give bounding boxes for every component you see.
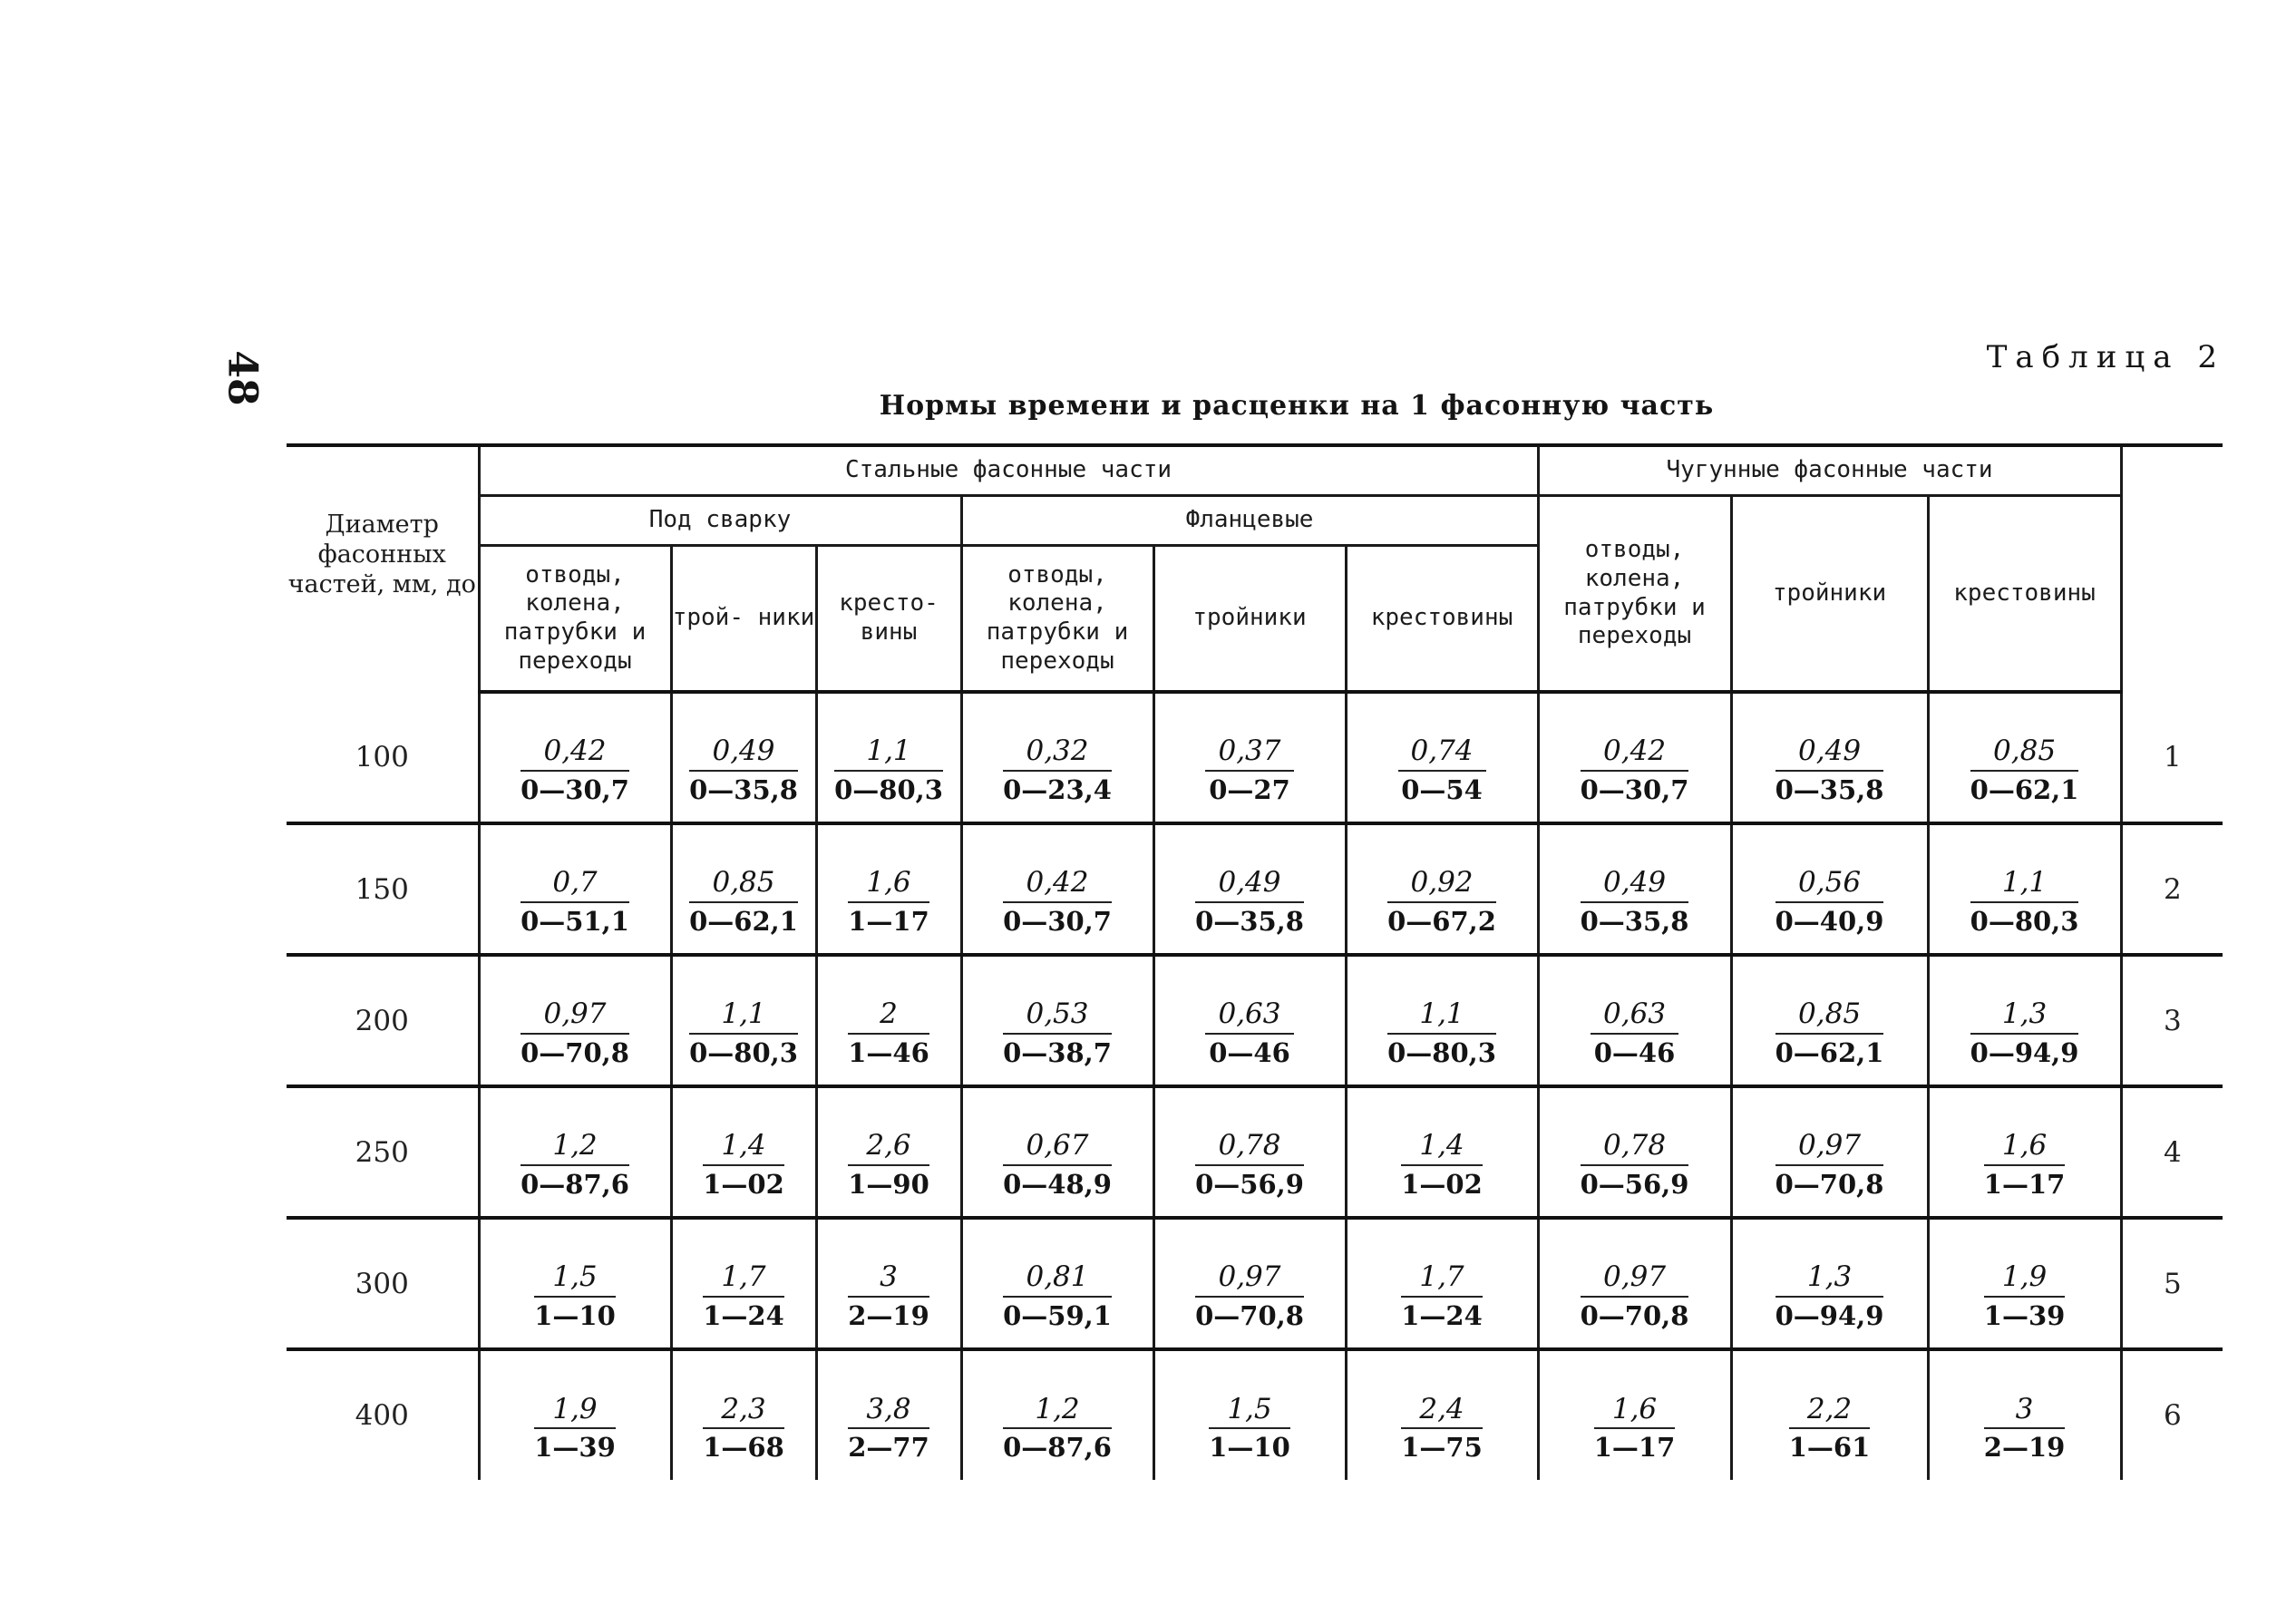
row-number: 4 (2121, 1086, 2223, 1218)
header-col-4: отводы, колена, патрубки и переходы (961, 546, 1153, 693)
price-rate: 0—51,1 (520, 905, 629, 937)
time-norm: 1,9 (1984, 1261, 2066, 1298)
time-norm: 0,97 (1581, 1261, 1689, 1298)
time-norm: 1,6 (1594, 1394, 1676, 1430)
time-norm: 2,4 (1401, 1394, 1483, 1430)
price-rate: 1—02 (703, 1168, 784, 1200)
norm-price-fraction (1970, 998, 2079, 1068)
table-title-text: Нормы времени и расценки на 1 фасонную часть (879, 390, 1715, 422)
norm-price-fraction (1581, 735, 1689, 805)
norms-table (287, 443, 2223, 1480)
norm-price-fraction (1003, 998, 1112, 1068)
table-row (287, 692, 2223, 823)
price-rate: 0—30,7 (1003, 905, 1112, 937)
price-rate: 0—80,3 (1387, 1036, 1496, 1068)
table-cell (816, 955, 961, 1086)
table-cell (1346, 1218, 1538, 1349)
price-rate: 1—39 (1983, 1299, 2066, 1331)
header-col-9: крестовины (1928, 496, 2121, 693)
row-diameter: 400 (287, 1349, 479, 1480)
row-number: 1 (2121, 692, 2223, 823)
table-cell (1153, 955, 1346, 1086)
price-rate: 0—27 (1209, 773, 1290, 805)
norm-price-fraction (1581, 867, 1689, 937)
norm-price-fraction (703, 1130, 784, 1200)
norm-price-fraction (1594, 1394, 1676, 1464)
price-rate: 0—80,3 (834, 773, 943, 805)
price-rate: 1—68 (703, 1432, 784, 1464)
price-rate: 2—77 (848, 1432, 929, 1464)
table-cell (1538, 1086, 1731, 1218)
time-norm: 0,85 (689, 867, 798, 903)
norm-price-fraction (703, 1394, 784, 1464)
norm-price-fraction (689, 867, 798, 937)
table-cell (479, 692, 671, 823)
time-norm: 0,42 (1003, 867, 1112, 903)
norm-price-fraction (1205, 735, 1293, 805)
price-rate: 1—17 (848, 905, 929, 937)
time-norm: 3 (848, 1261, 929, 1298)
price-rate: 1—02 (1401, 1168, 1483, 1200)
time-norm: 0,97 (1195, 1261, 1304, 1298)
price-rate: 0—59,1 (1003, 1299, 1112, 1331)
price-rate: 0—54 (1401, 773, 1483, 805)
norm-price-fraction (520, 1130, 629, 1200)
time-norm: 0,63 (1205, 998, 1293, 1035)
price-rate: 0—30,7 (520, 773, 629, 805)
price-rate: 0—46 (1593, 1036, 1676, 1068)
price-rate: 1—10 (1209, 1432, 1290, 1464)
norm-price-fraction (1970, 867, 2079, 937)
norm-price-fraction (1984, 1261, 2066, 1331)
norm-price-fraction (1398, 735, 1486, 805)
header-row-number-column (2121, 445, 2223, 692)
time-norm: 2 (848, 998, 929, 1035)
table-row (287, 1086, 2223, 1218)
price-rate: 1—17 (1593, 1432, 1676, 1464)
table-cell (479, 1349, 671, 1480)
table-cell (479, 1086, 671, 1218)
table-body (287, 692, 2223, 1480)
table-cell (1928, 955, 2121, 1086)
table-cell (1538, 955, 1731, 1086)
time-norm: 0,56 (1776, 867, 1884, 903)
price-rate: 2—19 (1983, 1432, 2066, 1464)
header-col-2: трой- ники (671, 546, 816, 693)
time-norm: 1,6 (848, 867, 929, 903)
time-norm: 1,4 (703, 1130, 784, 1166)
price-rate: 0—46 (1209, 1036, 1290, 1068)
price-rate: 0—23,4 (1003, 773, 1112, 805)
norm-price-fraction (1970, 735, 2079, 805)
row-diameter: 100 (287, 692, 479, 823)
table-cell (1346, 823, 1538, 955)
norm-price-fraction (520, 998, 629, 1068)
norm-price-fraction (534, 1261, 616, 1331)
time-norm: 0,49 (1581, 867, 1689, 903)
table-cell (671, 955, 816, 1086)
table-cell (961, 1349, 1153, 1480)
time-norm: 0,63 (1591, 998, 1678, 1035)
row-number: 5 (2121, 1218, 2223, 1349)
norm-price-fraction (1401, 1261, 1483, 1331)
norm-price-fraction (848, 1130, 929, 1200)
price-rate: 0—35,8 (1195, 905, 1304, 937)
table-cell (1731, 692, 1928, 823)
norm-price-fraction (1003, 1261, 1112, 1331)
norm-price-fraction (1003, 735, 1112, 805)
norm-price-fraction (1003, 867, 1112, 937)
table-cell (1153, 692, 1346, 823)
price-rate: 0—70,8 (1580, 1299, 1689, 1331)
time-norm: 1,2 (1003, 1394, 1112, 1430)
norm-price-fraction (1401, 1394, 1483, 1464)
table-cell (1538, 692, 1731, 823)
price-rate: 1—61 (1788, 1432, 1871, 1464)
price-rate: 0—35,8 (1775, 773, 1884, 805)
norm-price-fraction (534, 1394, 616, 1464)
time-norm: 1,1 (834, 735, 943, 772)
price-rate: 0—38,7 (1003, 1036, 1112, 1068)
table-row (287, 823, 2223, 955)
time-norm: 0,81 (1003, 1261, 1112, 1298)
norm-price-fraction (1003, 1130, 1112, 1200)
price-rate: 0—67,2 (1387, 905, 1496, 937)
table-cell (1153, 823, 1346, 955)
price-rate: 0—87,6 (1003, 1432, 1112, 1464)
norm-price-fraction (1401, 1130, 1483, 1200)
norm-price-fraction (1776, 998, 1884, 1068)
price-rate: 1—10 (534, 1299, 616, 1331)
table-row (287, 1349, 2223, 1480)
norm-price-fraction (1581, 1130, 1689, 1200)
price-rate: 0—35,8 (689, 773, 798, 805)
norm-price-fraction (1209, 1394, 1290, 1464)
table-cell (961, 823, 1153, 955)
time-norm: 1,3 (1776, 1261, 1884, 1298)
norm-price-fraction (520, 867, 629, 937)
time-norm: 1,7 (1401, 1261, 1483, 1298)
table-row (287, 955, 2223, 1086)
table-cell (1153, 1218, 1346, 1349)
time-norm: 0,32 (1003, 735, 1112, 772)
row-diameter: 150 (287, 823, 479, 955)
time-norm: 1,1 (1970, 867, 2079, 903)
norm-price-fraction (848, 1394, 929, 1464)
time-norm: 0,67 (1003, 1130, 1112, 1166)
table-cell (961, 1218, 1153, 1349)
norm-price-fraction (1205, 998, 1293, 1068)
price-rate: 1—17 (1983, 1168, 2066, 1200)
time-norm: 1,7 (703, 1261, 784, 1298)
norm-price-fraction (1984, 1394, 2066, 1464)
norm-price-fraction (689, 735, 798, 805)
norm-price-fraction (1387, 998, 1496, 1068)
table-cell (1731, 1086, 1928, 1218)
table-cell (1731, 1349, 1928, 1480)
table-cell (816, 1086, 961, 1218)
time-norm: 0,78 (1581, 1130, 1689, 1166)
table-cell (961, 692, 1153, 823)
norm-price-fraction (1195, 1130, 1304, 1200)
norm-price-fraction (520, 735, 629, 805)
row-diameter: 300 (287, 1218, 479, 1349)
norm-price-fraction (1195, 1261, 1304, 1331)
norm-price-fraction (703, 1261, 784, 1331)
price-rate: 0—62,1 (1775, 1036, 1884, 1068)
time-norm: 1,1 (689, 998, 798, 1035)
table-cell (816, 1349, 961, 1480)
table-label: Таблица 2 (1986, 339, 2225, 375)
time-norm: 0,7 (520, 867, 629, 903)
price-rate: 0—80,3 (689, 1036, 798, 1068)
row-diameter: 250 (287, 1086, 479, 1218)
time-norm: 0,37 (1205, 735, 1293, 772)
time-norm: 0,42 (1581, 735, 1689, 772)
table-cell (671, 823, 816, 955)
row-number: 6 (2121, 1349, 2223, 1480)
price-rate: 1—46 (848, 1036, 929, 1068)
norm-price-fraction (689, 998, 798, 1068)
table-cell (1346, 955, 1538, 1086)
price-rate: 1—39 (534, 1432, 616, 1464)
row-number: 3 (2121, 955, 2223, 1086)
time-norm: 3 (1984, 1394, 2066, 1430)
table-cell (479, 955, 671, 1086)
time-norm: 0,42 (520, 735, 629, 772)
norm-price-fraction (1591, 998, 1678, 1068)
time-norm: 1,2 (520, 1130, 629, 1166)
header-col-5: тройники (1153, 546, 1346, 693)
table-cell (1928, 1349, 2121, 1480)
price-rate: 0—35,8 (1580, 905, 1689, 937)
time-norm: 1,5 (534, 1261, 616, 1298)
norm-price-fraction (848, 1261, 929, 1331)
table-cell (1346, 1349, 1538, 1480)
norm-price-fraction (1789, 1394, 1871, 1464)
time-norm: 0,53 (1003, 998, 1112, 1035)
time-norm: 0,49 (1776, 735, 1884, 772)
table-cell (816, 1218, 961, 1349)
table-row (287, 1218, 2223, 1349)
price-rate: 1—90 (848, 1168, 929, 1200)
header-steel: Стальные фасонные части (479, 445, 1538, 496)
table-cell (1538, 823, 1731, 955)
table-cell (1928, 1086, 2121, 1218)
table-cell (1928, 692, 2121, 823)
table-cell (1538, 1218, 1731, 1349)
price-rate: 0—70,8 (1195, 1299, 1304, 1331)
price-rate: 0—56,9 (1580, 1168, 1689, 1200)
price-rate: 0—94,9 (1970, 1036, 2079, 1068)
time-norm: 1,3 (1970, 998, 2079, 1035)
price-rate: 2—19 (848, 1299, 929, 1331)
price-rate: 1—24 (703, 1299, 784, 1331)
price-rate: 0—30,7 (1580, 773, 1689, 805)
time-norm: 1,4 (1401, 1130, 1483, 1166)
price-rate: 1—75 (1401, 1432, 1483, 1464)
norm-price-fraction (1581, 1261, 1689, 1331)
time-norm: 0,97 (520, 998, 629, 1035)
price-rate: 0—62,1 (1970, 773, 2079, 805)
norm-price-fraction (1984, 1130, 2066, 1200)
time-norm: 0,49 (689, 735, 798, 772)
row-diameter: 200 (287, 955, 479, 1086)
time-norm: 0,74 (1398, 735, 1486, 772)
norm-price-fraction (848, 998, 929, 1068)
time-norm: 0,85 (1776, 998, 1884, 1035)
table-cell (1731, 1218, 1928, 1349)
norm-price-fraction (1776, 867, 1884, 937)
price-rate: 1—24 (1401, 1299, 1483, 1331)
header-col-6: крестовины (1346, 546, 1538, 693)
price-rate: 0—56,9 (1195, 1168, 1304, 1200)
table-cell (1928, 823, 2121, 955)
table-cell (671, 1086, 816, 1218)
time-norm: 0,92 (1387, 867, 1496, 903)
table-cell (671, 1218, 816, 1349)
norm-price-fraction (1003, 1394, 1112, 1464)
table-cell (1538, 1349, 1731, 1480)
time-norm: 2,3 (703, 1394, 784, 1430)
header-flanged: Фланцевые (961, 496, 1538, 546)
table-cell (961, 955, 1153, 1086)
norm-price-fraction (1387, 867, 1496, 937)
price-rate: 0—40,9 (1775, 905, 1884, 937)
table-cell (479, 1218, 671, 1349)
header-welded: Под сварку (479, 496, 961, 546)
price-rate: 0—70,8 (1775, 1168, 1884, 1200)
norm-price-fraction (1776, 735, 1884, 805)
header-col-1: отводы, колена, патрубки и переходы (479, 546, 671, 693)
time-norm: 1,6 (1984, 1130, 2066, 1166)
table-cell (671, 1349, 816, 1480)
table-cell (1731, 955, 1928, 1086)
table-cell (1346, 1086, 1538, 1218)
time-norm: 0,97 (1776, 1130, 1884, 1166)
norm-price-fraction (1776, 1261, 1884, 1331)
header-diameter: Диаметр фасонных частей, мм, до (287, 445, 479, 692)
time-norm: 0,85 (1970, 735, 2079, 772)
price-rate: 0—87,6 (520, 1168, 629, 1200)
time-norm: 3,8 (848, 1394, 929, 1430)
header-cast-iron: Чугунные фасонные части (1538, 445, 2121, 496)
table-cell (1153, 1349, 1346, 1480)
price-rate: 0—62,1 (689, 905, 798, 937)
price-rate: 0—48,9 (1003, 1168, 1112, 1200)
header-col-3: кресто- вины (816, 546, 961, 693)
norm-price-fraction (1776, 1130, 1884, 1200)
price-rate: 0—70,8 (520, 1036, 629, 1068)
time-norm: 0,78 (1195, 1130, 1304, 1166)
time-norm: 1,9 (534, 1394, 616, 1430)
table-cell (479, 823, 671, 955)
table-cell (816, 823, 961, 955)
table-cell (1731, 823, 1928, 955)
table-cell (1153, 1086, 1346, 1218)
table-cell (671, 692, 816, 823)
row-number: 2 (2121, 823, 2223, 955)
table-title (0, 390, 2086, 422)
time-norm: 2,2 (1789, 1394, 1871, 1430)
table-cell (961, 1086, 1153, 1218)
table-cell (1346, 692, 1538, 823)
price-rate: 0—80,3 (1970, 905, 2079, 937)
norm-price-fraction (834, 735, 943, 805)
norm-price-fraction (1195, 867, 1304, 937)
table-cell (1928, 1218, 2121, 1349)
norm-price-fraction (848, 867, 929, 937)
time-norm: 1,5 (1209, 1394, 1290, 1430)
header-col-8: тройники (1731, 496, 1928, 693)
price-rate: 0—94,9 (1775, 1299, 1884, 1331)
time-norm: 1,1 (1387, 998, 1496, 1035)
time-norm: 0,49 (1195, 867, 1304, 903)
page-number: 48 (219, 350, 266, 406)
header-col-7: отводы, колена, патрубки и переходы (1538, 496, 1731, 693)
table-cell (816, 692, 961, 823)
time-norm: 2,6 (848, 1130, 929, 1166)
